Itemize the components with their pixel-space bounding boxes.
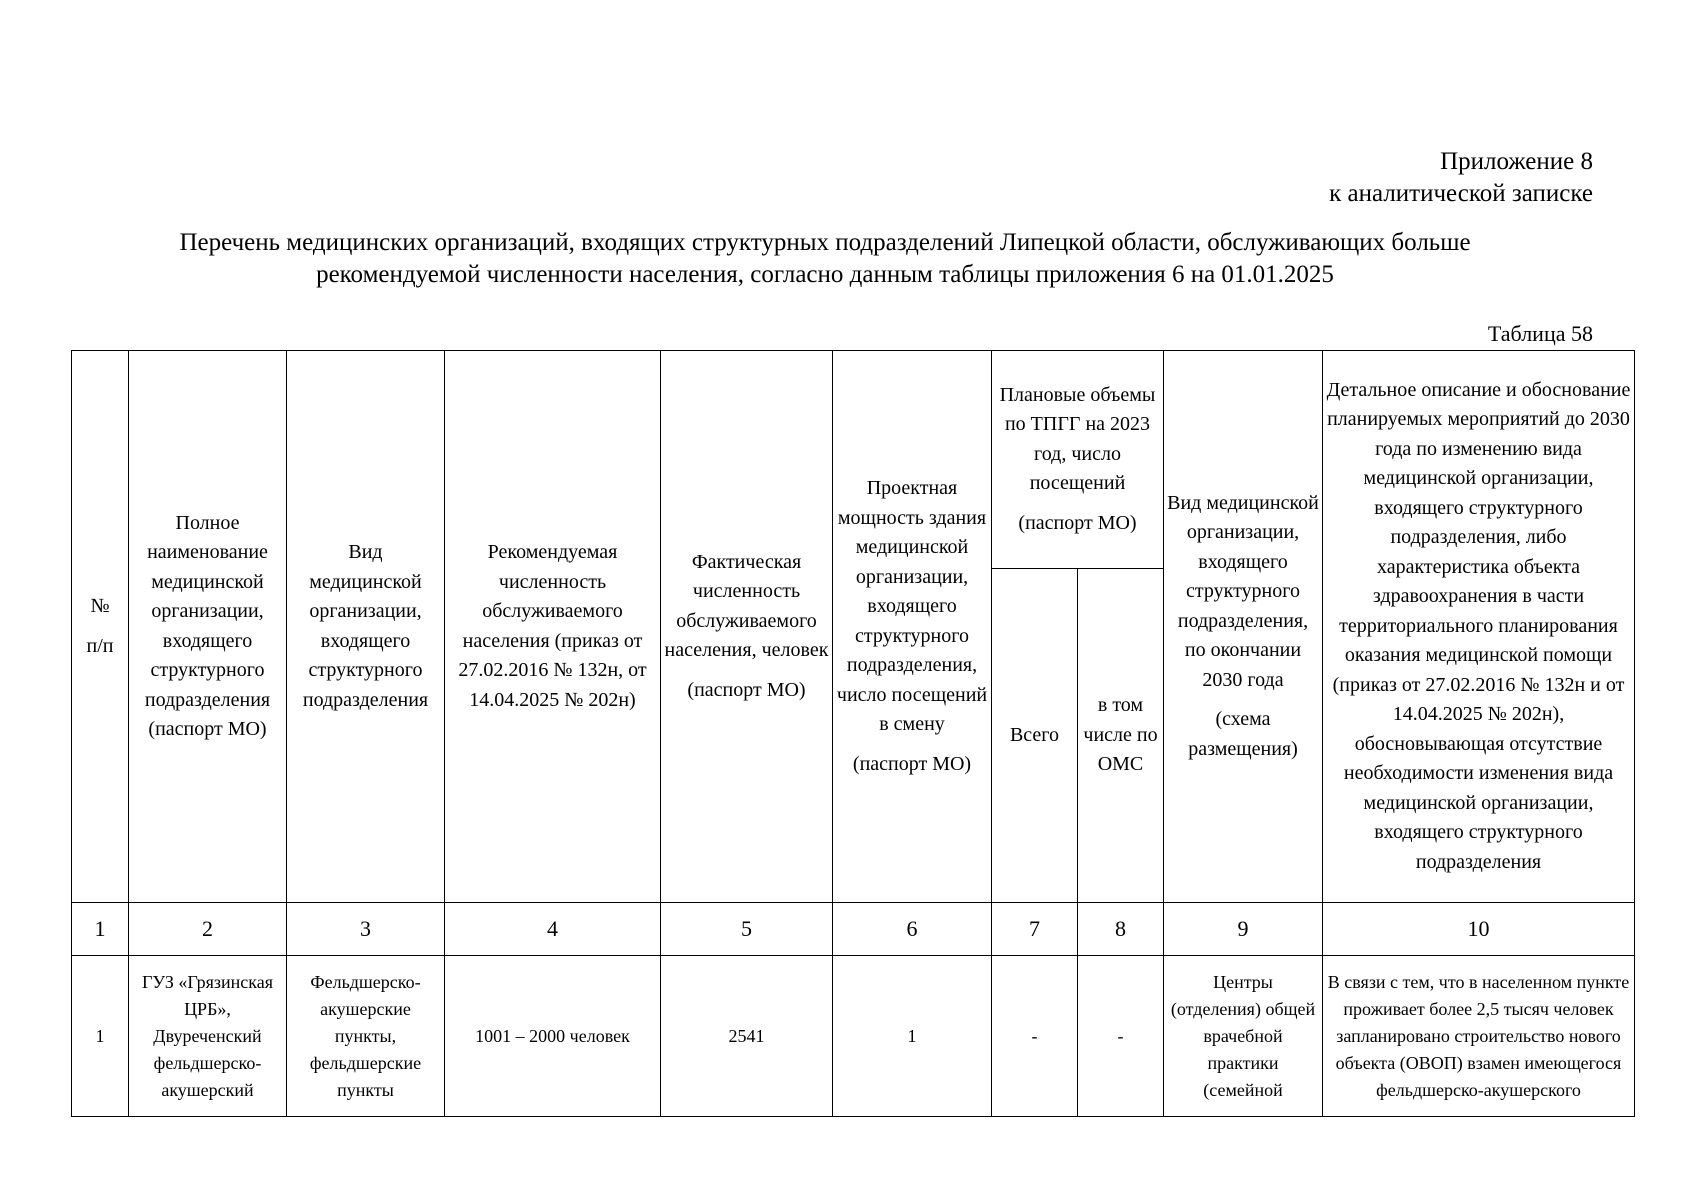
- recommended-population: 1001 – 2000 человек: [445, 956, 661, 1117]
- table-caption: Таблица 58: [1487, 321, 1593, 346]
- column-number: 8: [1078, 903, 1164, 956]
- column-number: 5: [661, 903, 833, 956]
- document-title: [60, 227, 1590, 291]
- document-title-line-2: рекомендуемой численности населения, согласно данным таблицы приложения 6 на 01.01.2025: [316, 261, 1334, 288]
- table-row: [72, 956, 1635, 1117]
- header-organization-name: Полное наименование медицинской организации, входящего структурного подразделения (паспорт МО): [129, 351, 287, 903]
- detailed-description: В связи с тем, что в населенном пункте проживает более 2,5 тысяч человек запланировано строительство нового объекта (ОВОП) взамен имеющегося фельдшерско-акушерского: [1323, 956, 1635, 1117]
- document-title-line-1: Перечень медицинских организаций, входящих структурных подразделений Липецкой области, обслуживающих больше: [179, 229, 1471, 256]
- organization-type: Фельдшерско-акушерские пункты, фельдшерские пункты: [287, 956, 445, 1117]
- header-actual-population: Фактическая численность обслуживаемого населения, человек (паспорт МО): [661, 351, 833, 903]
- header-planned-oms: в том числе по ОМС: [1078, 569, 1164, 903]
- header-organization-type-2030: Вид медицинской организации, входящего структурного подразделения, по окончании 2030 года (схема размещения): [1164, 351, 1323, 903]
- column-number: 1: [72, 903, 129, 956]
- header-planned-volumes: Плановые объемы по ТПГГ на 2023 год, число посещений (паспорт МО): [992, 351, 1164, 569]
- column-number: 4: [445, 903, 661, 956]
- row-number: 1: [72, 956, 129, 1117]
- design-capacity: 1: [833, 956, 992, 1117]
- appendix-reference: [1329, 146, 1593, 210]
- column-number: 7: [992, 903, 1078, 956]
- column-number: 6: [833, 903, 992, 956]
- column-number: 10: [1323, 903, 1635, 956]
- organization-type-2030: Центры (отделения) общей врачебной практики (семейной: [1164, 956, 1323, 1117]
- header-detailed-description: Детальное описание и обоснование планируемых мероприятий до 2030 года по изменению вида медицинской организации, входящего структурного подразделения, либо характеристика объекта здравоохранения в части территориального планирования оказания медицинской помощи (приказ от 27.02.2016 № 132н и от 14.04.2025 № 202н), обосновывающая отсутствие необходимости изменения вида медицинской организации, входящего структурного подразделения: [1323, 351, 1635, 903]
- column-number: 9: [1164, 903, 1323, 956]
- header-number: № п/п: [72, 351, 129, 903]
- planned-total: -: [992, 956, 1078, 1117]
- header-organization-type: Вид медицинской организации, входящего структурного подразделения: [287, 351, 445, 903]
- column-number: 2: [129, 903, 287, 956]
- header-planned-total: Всего: [992, 569, 1078, 903]
- appendix-subtitle: к аналитической записке: [1329, 180, 1593, 207]
- organization-name: ГУЗ «Грязинская ЦРБ», Двуреченский фельдшерско-акушерский: [129, 956, 287, 1117]
- planned-oms: -: [1078, 956, 1164, 1117]
- header-design-capacity: Проектная мощность здания медицинской организации, входящего структурного подразделения, число посещений в смену (паспорт МО): [833, 351, 992, 903]
- actual-population: 2541: [661, 956, 833, 1117]
- organizations-table: [71, 350, 1635, 1117]
- appendix-number: Приложение 8: [1440, 148, 1593, 175]
- column-numbers-row: [72, 903, 1635, 956]
- column-number: 3: [287, 903, 445, 956]
- header-recommended-population: Рекомендуемая численность обслуживаемого населения (приказ от 27.02.2016 № 132н, от 14.04.2025 № 202н): [445, 351, 661, 903]
